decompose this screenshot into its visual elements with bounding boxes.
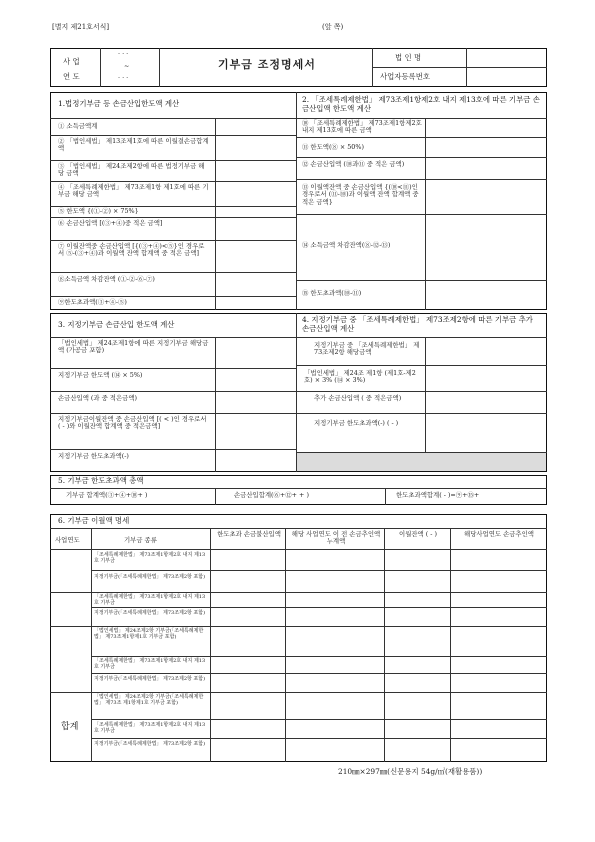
s1-row-4: ④ 「조세특례제한법」 제73조제1항 제1호에 따른 기부금 해당 금액 — [58, 183, 209, 199]
s6-g3-row-1: 「법인세법」 제24조제2항 기부금(「조세특례제한법」 제73조제1항제1호 기부금 포함) — [94, 628, 204, 640]
s2-row-3: ⑫ 손금산입액 (⑩과⑪ 중 적은 금액) — [302, 160, 405, 168]
s6-header-deducted: 해당 사업연도 이 전 손금추인액누계액 — [291, 530, 381, 546]
s6-header-type: 기부금 종류 — [124, 536, 157, 544]
s6-header-excess: 한도초과 손금불산입액 — [217, 530, 281, 538]
section-6-heading: 6. 기부금 이월액 명세 — [58, 516, 130, 525]
corp-name-label: 법 인 명 — [395, 53, 422, 62]
s2-row-4: ⑬ 이월액잔액 중 손금산입액 {(⑩<⑪)인 경우로서 (⑪-⑩)과 이월액 잔액 합계액 중 적은 금액} — [302, 183, 419, 206]
s6-g2-row-2: 지정기부금(「조세특례제한법」 제73조제2항 포함) — [94, 610, 206, 616]
section-1-heading: 1.법정기부금 등 손금산입한도액 계산 — [58, 99, 180, 108]
s1-row-9: ⑨한도초과액(③+④-⑤) — [58, 298, 127, 306]
s2-row-2: ⑪ 한도액(⑧ × 50%) — [302, 143, 364, 151]
s1-row-7: ⑦ 이월잔액중 손금산입액 [{(③+④)<⑤}인 경우로서 ⑤-(③+④)과 이월액 잔액 합계액 중 적은 금액] — [58, 242, 205, 258]
s6-g1-row-1: 「조세특례제한법」 제73조제1항제2호 내지 제13호 기부금 — [94, 552, 206, 564]
s6-g1-row-2: 지정기부금(「조세특례제한법」 제73조제2항 포함) — [94, 574, 206, 580]
s4-row-1: 지정기부금 중 「조세특례제한법」 제73조제2항 해당금액 — [314, 341, 420, 357]
form-label: [별지 제21호서식] — [52, 23, 110, 31]
s6-header-balance: 이월잔액 ( - ) — [399, 530, 437, 538]
s3-row-5: 지정기부금 한도초과액(-) — [58, 452, 129, 460]
s1-row-1: ① 소득금액계 — [58, 122, 98, 130]
s3-row-4: 지정기부금이월잔액 중 손금산입액 [( < )인 경우로서 ( - )와 이월잔액 합계액 중 적은금액] — [58, 415, 207, 431]
s6-total-row-1: 「법인세법」 제24조제2항 기부금(「조세특례제한법」 제73조 제1항제1호 기부금 포함) — [94, 694, 204, 706]
biz-reg-field[interactable] — [467, 68, 546, 86]
s5-excess-total: 한도초과액합계( - )=⑨+⑮+ — [396, 491, 480, 499]
s6-total-row-3: 지정기부금(「조세특례제한법」 제73조제2항 포함) — [94, 741, 206, 747]
s1-row-5: ⑤ 한도액 {(①-②) × 75%} — [58, 207, 139, 215]
corp-name-field[interactable] — [467, 49, 546, 66]
s1-row-8: ⑧소득금액 차감잔액 (①-②-⑥-⑦) — [58, 275, 155, 283]
s3-row-1: 「법인세법」 제24조제1항에 따른 지정기부금 해당금액 (가공금 포함) — [58, 339, 209, 355]
footer-paper-spec: 210㎜×297㎜(신문용지 54g/㎡(재활용품)) — [338, 767, 483, 776]
section-5-heading: 5. 기부금 한도초과액 총액 — [58, 476, 144, 485]
section-4-heading: 4. 지정기부금 중 「조세특례제한법」 제73조제2항에 따른 기부금 추가 손금산입액 계산 — [302, 315, 533, 333]
s4-row-4: 지정기부금 한도초과액(-) ( - ) — [314, 419, 399, 427]
s6-g2-row-1: 「조세특례제한법」 제73조제1항제2호 내지 제13호 기부금 — [94, 594, 206, 606]
date-start: · · · — [118, 50, 129, 58]
s1-row-6: ⑥ 손금산입액 [(③+④)중 적은 금액] — [58, 219, 163, 227]
shaded-area — [297, 453, 546, 471]
s6-g3-row-2: 「조세특례제한법」 제73조제1항제2호 내지 제13호 기부금 — [94, 658, 206, 670]
s6-g3-row-3: 지정기부금(「조세특례제한법」 제73조제2항 포함) — [94, 676, 206, 682]
biz-reg-label: 사업자등록번호 — [380, 72, 430, 81]
s2-row-1: ⑩ 「조세특례제한법」 제73조제1항제2호 내지 제13호에 따른 금액 — [302, 119, 422, 135]
s1-row-2: ② 「법인세법」 제13조제1호에 따른 이월결손금합계액 — [58, 137, 209, 153]
s2-row-5: ⑭ 소득금액 차감잔액(⑧-⑫-⑬) — [302, 241, 391, 249]
s2-row-6: ⑮ 한도초과액(⑩-⑪) — [302, 289, 362, 297]
date-tilde: ~ — [124, 62, 130, 70]
s5-total-donations: 기부금 합계액(③+④+⑩+ ) — [66, 491, 148, 499]
s5-deductible-total: 손금산입합계(⑥+⑫+ + ) — [234, 491, 309, 499]
s3-row-3: 손금산입액 (과 중 적은금액) — [58, 394, 137, 402]
s4-row-3: 추가 손금산입액 ( 중 적은금액) — [314, 394, 402, 402]
date-end: · · · — [118, 74, 129, 82]
s4-row-2: 「법인세법」 제24조 제1항 (제1호-제2호) × 3% (⑭ × 3%) — [304, 369, 416, 385]
section-3-heading: 3. 지정기부금 손금산입 한도액 계산 — [58, 320, 175, 329]
page-title: 기부금 조정명세서 — [218, 58, 316, 71]
s3-row-2: 지정기부금 한도액 (⑭ × 5%) — [58, 371, 143, 379]
section-2-heading: 2. 「조세특례제한법」 제73조제1항제2호 내지 제13호에 따른 기부금 손금산입액 한도액 계산 — [302, 95, 540, 113]
page-side: (앞 쪽) — [322, 23, 344, 31]
s6-header-current: 해당사업연도 손금추인액 — [464, 530, 534, 538]
s6-total-row-2: 「조세특례제한법」 제73조제1항제2호 내지 제13호 기부금 — [94, 722, 206, 734]
s1-row-3: ③ 「법인세법」 제24조제2항에 따른 법정기부금 해당 금액 — [58, 162, 205, 178]
s6-header-year: 사업연도 — [55, 536, 80, 544]
business-year-label: 사 업 연 도 — [63, 57, 80, 81]
s6-total-label: 합계 — [61, 722, 79, 732]
